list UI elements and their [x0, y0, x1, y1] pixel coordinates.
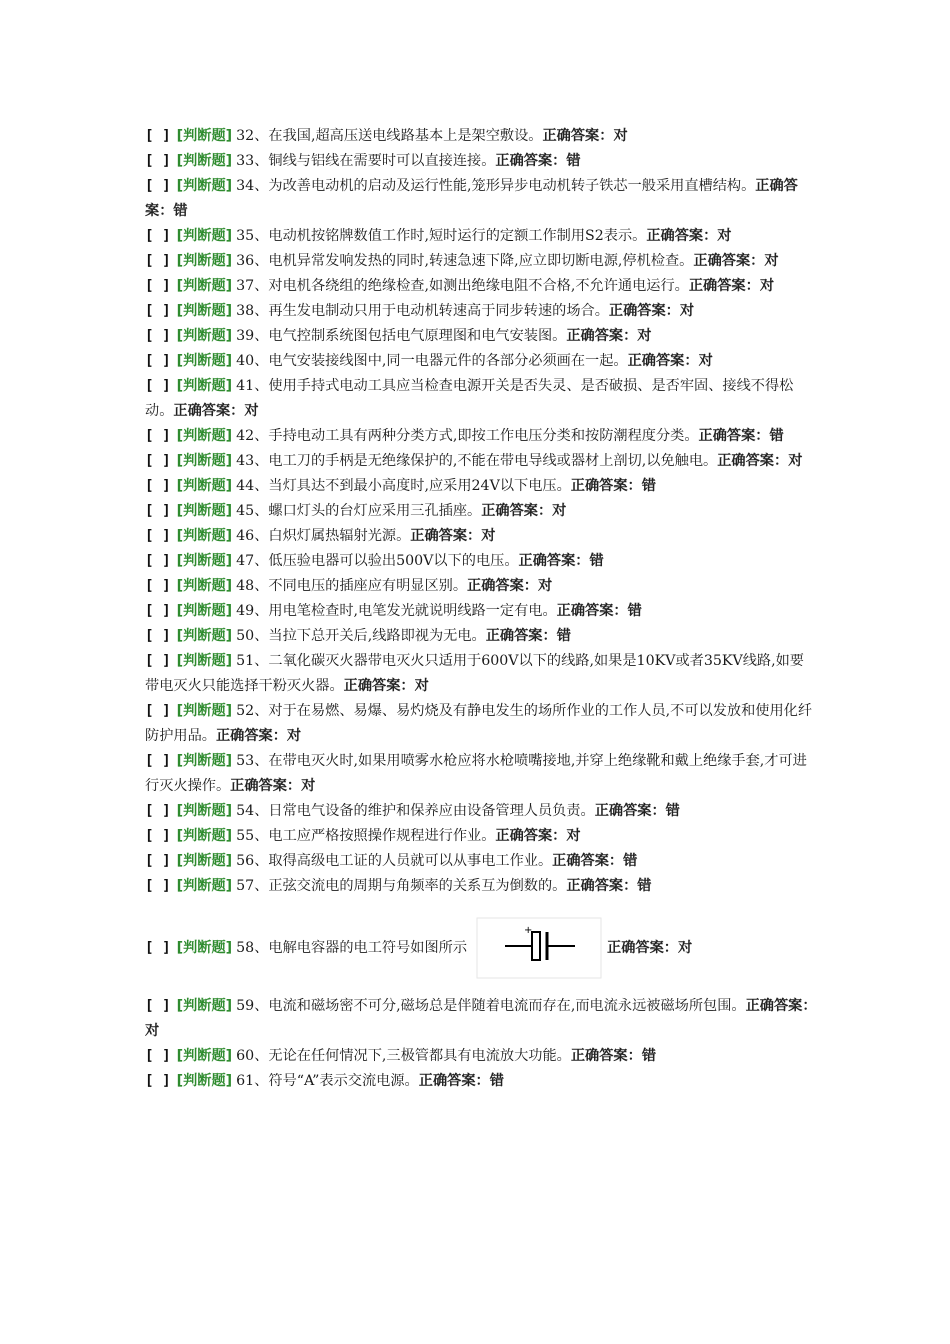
question-type-tag: [判断题] [176, 878, 233, 894]
question-type-tag: [判断题] [176, 228, 233, 244]
question-61 [145, 1069, 817, 1094]
question-51 [145, 649, 817, 699]
question-35 [145, 224, 817, 249]
answer-bracket[interactable]: [ ] [145, 303, 171, 319]
answer-bracket[interactable]: [ ] [145, 1048, 171, 1064]
answer-label: 正确答案： [646, 228, 718, 244]
question-47 [145, 549, 817, 574]
question-text: 32、在我国,超高压送电线路基本上是架空敷设。 [236, 128, 543, 144]
question-49 [145, 599, 817, 624]
question-48 [145, 574, 817, 599]
answer-bracket[interactable]: [ ] [145, 703, 171, 719]
answer-label: 正确答案： [495, 153, 567, 169]
answer-value: 错 [556, 628, 571, 644]
question-type-tag: [判断题] [176, 1073, 233, 1089]
answer-label: 正确答案： [467, 578, 538, 594]
answer-value: 对 [637, 328, 652, 344]
answer-label: 正确答案： [570, 478, 642, 494]
question-32 [145, 124, 817, 149]
question-type-tag: [判断题] [176, 428, 233, 444]
answer-value: 错 [637, 878, 652, 894]
answer-bracket[interactable]: [ ] [145, 940, 171, 956]
question-53 [145, 749, 817, 799]
answer-label: 正确答案： [230, 778, 302, 794]
answer-value: 对 [759, 278, 775, 294]
question-text: 50、当拉下总开关后,线路即视为无电。 [236, 628, 486, 644]
answer-value: 对 [244, 403, 259, 419]
answer-label: 正确答案： [608, 303, 680, 319]
answer-bracket[interactable]: [ ] [145, 998, 171, 1014]
answer-bracket[interactable]: [ ] [145, 628, 171, 644]
answer-value: 错 [641, 1048, 657, 1064]
question-59 [145, 994, 817, 1044]
answer-bracket[interactable]: [ ] [145, 1073, 171, 1089]
answer-value: 对 [679, 303, 695, 319]
answer-value: 错 [566, 153, 581, 169]
answer-label: 正确答案： [410, 528, 482, 544]
answer-value: 错 [665, 803, 680, 819]
question-text: 47、低压验电器可以验出500V以下的电压。 [236, 553, 519, 569]
question-text: 34、为改善电动机的启动及运行性能,笼形异步电动机转子铁芯一般采用直槽结构。 [236, 178, 756, 194]
question-type-tag: [判断题] [176, 253, 233, 269]
question-type-tag: [判断题] [176, 128, 233, 144]
question-type-tag: [判断题] [176, 940, 233, 956]
question-54 [145, 799, 817, 824]
question-50 [145, 624, 817, 649]
answer-bracket[interactable]: [ ] [145, 228, 171, 244]
answer-value: 对 [552, 503, 567, 519]
electrolytic-capacitor-symbol [475, 916, 603, 980]
question-text: 60、无论在任何情况下,三极管都具有电流放大功能。 [236, 1048, 571, 1064]
question-type-tag: [判断题] [176, 303, 233, 319]
question-text: 38、再生发电制动只用于电动机转速高于同步转速的场合。 [236, 303, 609, 319]
answer-label: 正确答案： [698, 428, 770, 444]
answer-value: 对 [764, 253, 779, 269]
question-text: 59、电流和磁场密不可分,磁场总是伴随着电流而存在,而电流永远被磁场所包围。 [236, 998, 746, 1014]
answer-bracket[interactable]: [ ] [145, 603, 171, 619]
answer-label: 正确答案： [485, 628, 557, 644]
answer-label: 正确答案： [173, 403, 245, 419]
answer-value: 对 [566, 828, 581, 844]
answer-value: 错 [769, 428, 784, 444]
answer-value: 错 [627, 603, 642, 619]
question-text: 58、电解电容器的电工符号如图所示 [236, 940, 468, 956]
answer-label: 正确答案： [607, 940, 678, 956]
answer-bracket[interactable]: [ ] [145, 278, 171, 294]
answer-value: 对 [414, 678, 429, 694]
question-type-tag: [判断题] [176, 378, 233, 394]
question-text: 57、正弦交流电的周期与角频率的关系互为倒数的。 [236, 878, 567, 894]
answer-value: 对 [613, 128, 628, 144]
answer-label: 正确答案： [481, 503, 553, 519]
plus-sign: + [524, 925, 533, 936]
question-36 [145, 249, 817, 274]
question-text: 56、取得高级电工证的人员就可以从事电工作业。 [236, 853, 553, 869]
question-type-tag: [判断题] [176, 753, 233, 769]
question-type-tag: [判断题] [176, 828, 233, 844]
question-text: 39、电气控制系统图包括电气原理图和电气安装图。 [236, 328, 567, 344]
answer-value: 对 [286, 728, 302, 744]
answer-value: 错 [641, 478, 656, 494]
question-38 [145, 299, 817, 324]
answer-bracket[interactable]: [ ] [145, 353, 171, 369]
question-type-tag: [判断题] [176, 178, 233, 194]
question-43 [145, 449, 817, 474]
answer-bracket[interactable]: [ ] [145, 178, 171, 194]
question-text: 33、铜线与铝线在需要时可以直接连接。 [236, 153, 496, 169]
answer-label: 正确答案： [594, 803, 666, 819]
question-33 [145, 149, 817, 174]
question-type-tag: [判断题] [176, 478, 233, 494]
answer-value: 对 [788, 453, 803, 469]
question-text: 41、使用手持式电动工具应当检查电源开关是否失灵、是否破损、是否牢固、接线不得松动。 [145, 378, 794, 419]
question-text: 49、用电笔检查时,电笔发光就说明线路一定有电。 [236, 603, 557, 619]
question-37 [145, 274, 817, 299]
question-42 [145, 424, 817, 449]
answer-bracket[interactable]: [ ] [145, 578, 171, 594]
answer-label: 正确答案： [552, 853, 624, 869]
question-56 [145, 849, 817, 874]
answer-bracket[interactable]: [ ] [145, 428, 171, 444]
answer-value: 对 [698, 353, 713, 369]
question-type-tag: [判断题] [176, 503, 233, 519]
answer-label: 正确答案： [215, 728, 287, 744]
question-type-tag: [判断题] [176, 1048, 233, 1064]
question-type-tag: [判断题] [176, 553, 233, 569]
question-55 [145, 824, 817, 849]
answer-value: 对 [537, 578, 553, 594]
answer-label: 正确答案： [566, 878, 638, 894]
question-text: 61、符号“A”表示交流电源。 [236, 1073, 419, 1089]
question-52 [145, 699, 817, 749]
answer-value: 对 [301, 778, 316, 794]
answer-bracket[interactable]: [ ] [145, 503, 171, 519]
answer-label: 正确答案： [570, 1048, 642, 1064]
question-34 [145, 174, 817, 224]
answer-value: 错 [489, 1073, 504, 1089]
question-type-tag: [判断题] [176, 998, 233, 1014]
question-type-tag: [判断题] [176, 578, 233, 594]
answer-label: 正确答案： [518, 553, 590, 569]
answer-bracket[interactable]: [ ] [145, 653, 171, 669]
question-type-tag: [判断题] [176, 628, 233, 644]
question-text: 54、日常电气设备的维护和保养应由设备管理人员负责。 [236, 803, 595, 819]
answer-value: 对 [677, 940, 693, 956]
question-text: 35、电动机按铭牌数值工作时,短时运行的定额工作制用S2表示。 [236, 228, 647, 244]
question-type-tag: [判断题] [176, 853, 233, 869]
question-type-tag: [判断题] [176, 528, 233, 544]
question-text: 53、在带电灭火时,如果用喷雾水枪应将水枪喷嘴接地,并穿上绝缘靴和戴上绝缘手套,才可进行灭火操作。 [145, 753, 807, 794]
question-text: 40、电气安装接线图中,同一电器元件的各部分必须画在一起。 [236, 353, 628, 369]
question-text: 44、当灯具达不到最小高度时,应采用24V以下电压。 [236, 478, 571, 494]
answer-bracket[interactable]: [ ] [145, 253, 171, 269]
answer-label: 正确答案： [688, 278, 760, 294]
question-type-tag: [判断题] [176, 278, 233, 294]
question-text: 55、电工应严格按照操作规程进行作业。 [236, 828, 496, 844]
answer-bracket[interactable]: [ ] [145, 328, 171, 344]
question-list [145, 124, 817, 1094]
question-type-tag: [判断题] [176, 653, 233, 669]
answer-value: 对 [717, 228, 732, 244]
answer-label: 正确答案： [566, 328, 638, 344]
question-type-tag: [判断题] [176, 153, 233, 169]
question-type-tag: [判断题] [176, 703, 233, 719]
question-type-tag: [判断题] [176, 453, 233, 469]
answer-bracket[interactable]: [ ] [145, 378, 171, 394]
question-type-tag: [判断题] [176, 803, 233, 819]
question-57 [145, 874, 817, 899]
answer-bracket[interactable]: [ ] [145, 478, 171, 494]
question-text: 45、螺口灯头的台灯应采用三孔插座。 [236, 503, 482, 519]
question-text: 43、电工刀的手柄是无绝缘保护的,不能在带电导线或器材上剖切,以免触电。 [236, 453, 718, 469]
question-text: 52、对于在易燃、易爆、易灼烧及有静电发生的场所作业的工作人员,不可以发放和使用化纤防护用品。 [145, 703, 813, 744]
question-text: 51、二氧化碳灭火器带电灭火只适用于600V以下的线路,如果是10KV或者35KV线路,如要带电灭火只能选择干粉灭火器。 [145, 653, 804, 694]
answer-bracket[interactable]: [ ] [145, 803, 171, 819]
question-text: 46、白炽灯属热辐射光源。 [236, 528, 411, 544]
answer-value: 错 [173, 203, 188, 219]
answer-bracket[interactable]: [ ] [145, 853, 171, 869]
answer-label: 正确答案： [542, 128, 614, 144]
answer-value: 错 [589, 553, 604, 569]
question-text: 36、电机异常发响发热的同时,转速急速下降,应立即切断电源,停机检查。 [236, 253, 694, 269]
question-39 [145, 324, 817, 349]
question-45 [145, 499, 817, 524]
answer-label: 正确答案： [495, 828, 567, 844]
answer-bracket[interactable]: [ ] [145, 553, 171, 569]
answer-bracket[interactable]: [ ] [145, 528, 171, 544]
answer-bracket[interactable]: [ ] [145, 878, 171, 894]
answer-bracket[interactable]: [ ] [145, 128, 171, 144]
question-type-tag: [判断题] [176, 603, 233, 619]
answer-bracket[interactable]: [ ] [145, 828, 171, 844]
answer-label: 正确答案： [627, 353, 699, 369]
answer-label: 正确答案： [717, 453, 789, 469]
answer-label: 正确答案： [418, 1073, 490, 1089]
question-40 [145, 349, 817, 374]
question-44 [145, 474, 817, 499]
question-60 [145, 1044, 817, 1069]
question-type-tag: [判断题] [176, 353, 233, 369]
question-text: 37、对电机各绕组的绝缘检查,如测出绝缘电阻不合格,不允许通电运行。 [236, 278, 689, 294]
answer-label: 正确答案： [556, 603, 628, 619]
question-41 [145, 374, 817, 424]
question-46 [145, 524, 817, 549]
answer-label: 正确答案： [693, 253, 765, 269]
question-type-tag: [判断题] [176, 328, 233, 344]
answer-value: 对 [145, 1023, 160, 1039]
question-58 [145, 903, 817, 993]
question-text: 48、不同电压的插座应有明显区别。 [236, 578, 468, 594]
question-text: 42、手持电动工具有两种分类方式,即按工作电压分类和按防潮程度分类。 [236, 428, 699, 444]
answer-label: 正确答案： [145, 178, 798, 219]
answer-bracket[interactable]: [ ] [145, 453, 171, 469]
answer-label: 正确答案： [745, 998, 817, 1014]
answer-value: 对 [481, 528, 496, 544]
answer-bracket[interactable]: [ ] [145, 753, 171, 769]
answer-value: 错 [623, 853, 638, 869]
answer-bracket[interactable]: [ ] [145, 153, 171, 169]
answer-label: 正确答案： [343, 678, 415, 694]
